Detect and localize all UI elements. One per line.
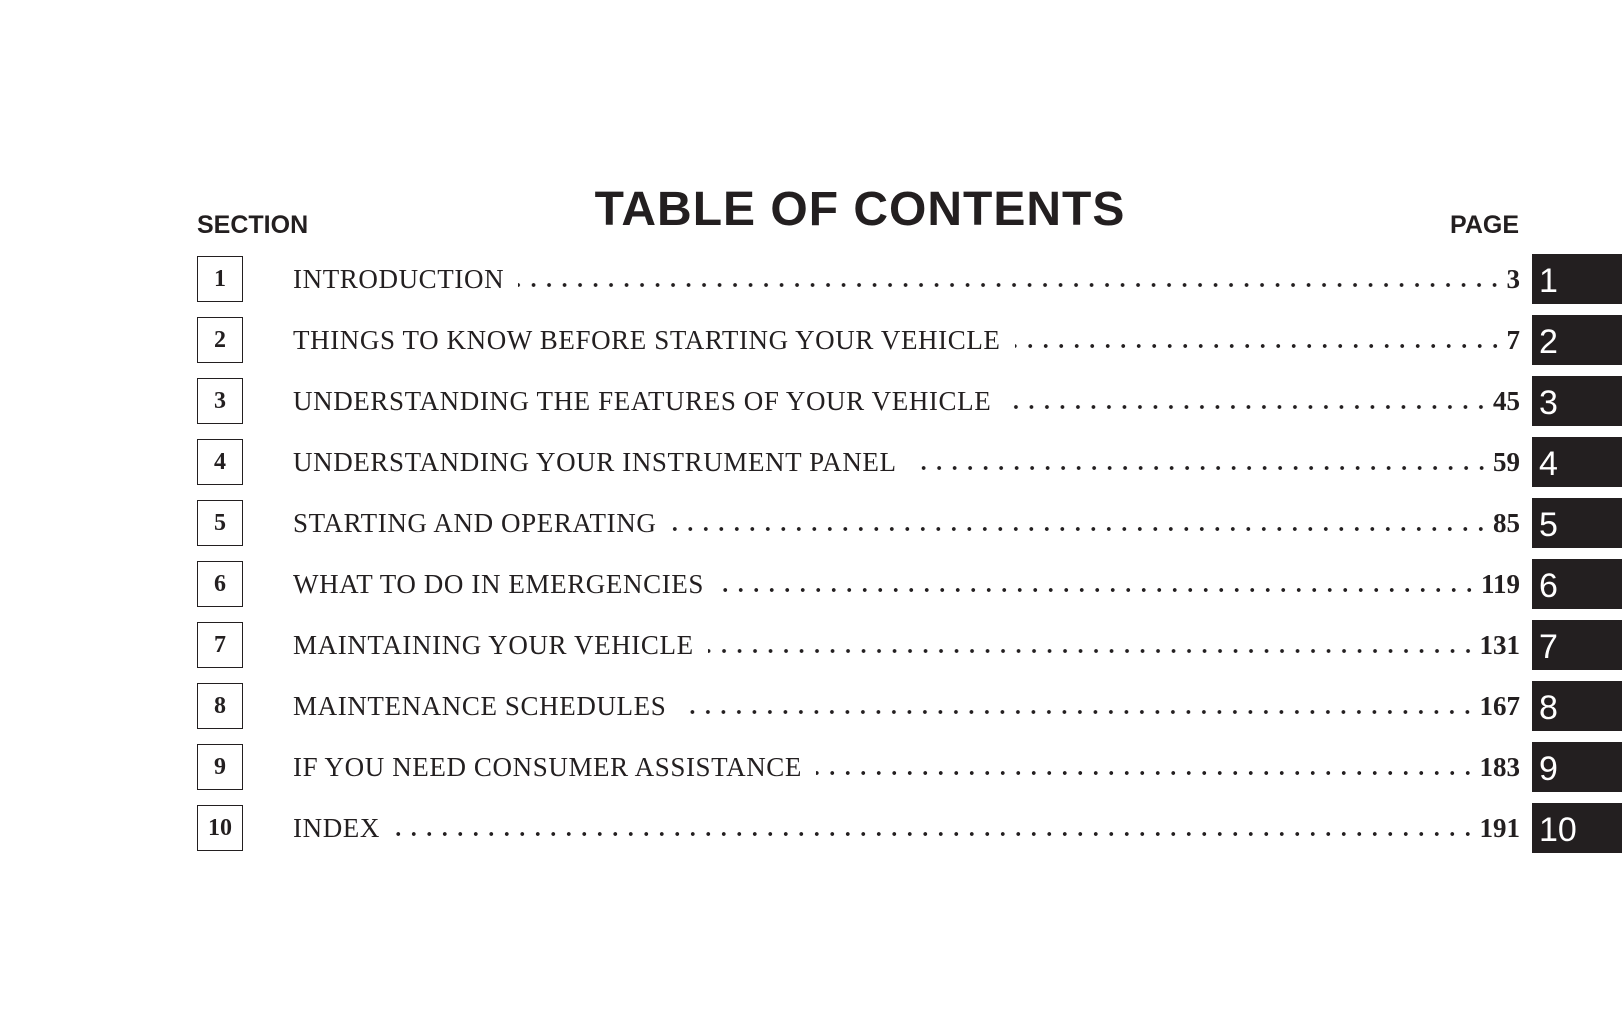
section-column-label: SECTION — [197, 211, 309, 239]
section-number-box: 1 — [197, 256, 243, 302]
entry-title[interactable]: WHAT TO DO IN EMERGENCIES — [293, 569, 704, 599]
section-tab[interactable]: 2 — [1532, 315, 1622, 365]
section-tab[interactable]: 5 — [1532, 498, 1622, 548]
entry-page-number: 183 — [1479, 752, 1520, 782]
dot-leader — [518, 282, 1502, 288]
toc-row-4[interactable] — [0, 437, 1622, 498]
entry-page-number: 191 — [1479, 813, 1520, 843]
toc-row-9[interactable] — [0, 742, 1622, 803]
toc-row-3[interactable] — [0, 376, 1622, 437]
section-tab[interactable]: 6 — [1532, 559, 1622, 609]
toc-row-8[interactable] — [0, 681, 1622, 742]
entry-page-number: 59 — [1493, 447, 1520, 477]
entry-page-number: 167 — [1479, 691, 1520, 721]
entry-title[interactable]: MAINTAINING YOUR VEHICLE — [293, 630, 694, 660]
dot-leader — [680, 709, 1475, 715]
entry-page-number: 45 — [1493, 386, 1520, 416]
dot-leader — [670, 526, 1489, 532]
section-number-box: 5 — [197, 500, 243, 546]
toc-entry[interactable] — [293, 811, 1520, 845]
dot-leader — [1015, 343, 1503, 349]
toc-row-7[interactable] — [0, 620, 1622, 681]
section-number-box: 6 — [197, 561, 243, 607]
section-number-box: 8 — [197, 683, 243, 729]
toc-entry[interactable] — [293, 689, 1520, 723]
toc-entry[interactable] — [293, 750, 1520, 784]
toc-entry[interactable] — [293, 384, 1520, 418]
entry-title[interactable]: UNDERSTANDING THE FEATURES OF YOUR VEHICLE — [293, 386, 992, 416]
dot-leader — [1005, 404, 1489, 410]
dot-leader — [394, 831, 1476, 837]
dot-leader — [911, 465, 1489, 471]
toc-row-10[interactable] — [0, 803, 1622, 864]
toc-entry[interactable] — [293, 567, 1520, 601]
toc-entry[interactable] — [293, 506, 1520, 540]
dot-leader — [816, 770, 1476, 776]
section-tab[interactable]: 4 — [1532, 437, 1622, 487]
toc-entry[interactable] — [293, 262, 1520, 296]
section-tab[interactable]: 8 — [1532, 681, 1622, 731]
dot-leader — [708, 648, 1476, 654]
section-tab[interactable]: 3 — [1532, 376, 1622, 426]
entry-page-number: 85 — [1493, 508, 1520, 538]
entry-page-number: 3 — [1506, 264, 1520, 294]
section-tab[interactable]: 7 — [1532, 620, 1622, 670]
toc-row-6[interactable] — [0, 559, 1622, 620]
toc-entry[interactable] — [293, 323, 1520, 357]
toc-entry[interactable] — [293, 628, 1520, 662]
entry-page-number: 7 — [1506, 325, 1520, 355]
page-title: TABLE OF CONTENTS — [594, 183, 1126, 236]
entry-title[interactable]: INDEX — [293, 813, 380, 843]
section-tab[interactable]: 9 — [1532, 742, 1622, 792]
toc-row-1[interactable] — [0, 254, 1622, 315]
section-number-box: 3 — [197, 378, 243, 424]
toc-entry[interactable] — [293, 445, 1520, 479]
section-number-box: 9 — [197, 744, 243, 790]
section-tab[interactable]: 10 — [1532, 803, 1622, 853]
entry-page-number: 119 — [1480, 569, 1520, 599]
section-number-box: 4 — [197, 439, 243, 485]
entry-title[interactable]: UNDERSTANDING YOUR INSTRUMENT PANEL — [293, 447, 897, 477]
section-number-box: 2 — [197, 317, 243, 363]
page-column-label: PAGE — [1450, 211, 1519, 239]
entry-title[interactable]: IF YOU NEED CONSUMER ASSISTANCE — [293, 752, 802, 782]
section-tab[interactable]: 1 — [1532, 254, 1622, 304]
dot-leader — [718, 587, 1477, 593]
entry-page-number: 131 — [1479, 630, 1520, 660]
section-number-box: 10 — [197, 805, 243, 851]
entry-title[interactable]: MAINTENANCE SCHEDULES — [293, 691, 667, 721]
toc-row-5[interactable] — [0, 498, 1622, 559]
entry-title[interactable]: INTRODUCTION — [293, 264, 505, 294]
section-number-box: 7 — [197, 622, 243, 668]
entry-title[interactable]: THINGS TO KNOW BEFORE STARTING YOUR VEHICLE — [293, 325, 1001, 355]
toc-row-2[interactable] — [0, 315, 1622, 376]
entry-title[interactable]: STARTING AND OPERATING — [293, 508, 657, 538]
